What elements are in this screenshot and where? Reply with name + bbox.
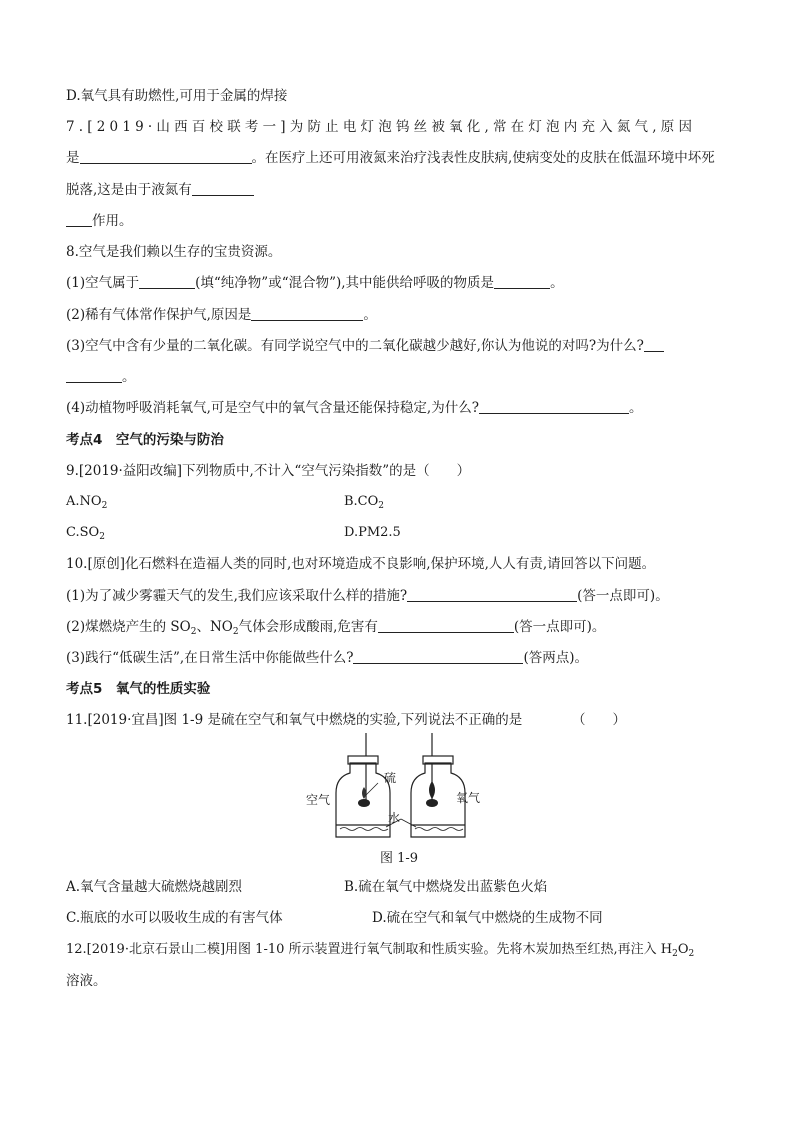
q7-blank-2[interactable] — [192, 181, 254, 196]
q8-blank-1[interactable] — [139, 274, 195, 289]
q11-option-b: B.硫在氧气中燃烧发出蓝紫色火焰 — [344, 879, 548, 895]
q7-blank-3[interactable] — [66, 212, 92, 227]
q10-blank-2[interactable] — [378, 618, 514, 633]
label-oxygen: 氧气 — [456, 791, 481, 805]
q9-stem: 9.[2019·益阳改编]下列物质中,不计入“空气污染指数”的是（ ） — [66, 463, 471, 479]
q9-option-a: $A.NO_2$ — [66, 494, 108, 511]
q10-part3: (3)践行“低碳生活”,在日常生活中你能做些什么? (答两点)。 — [66, 650, 589, 666]
q7-line3: 脱落,这是由于液氮有 — [66, 181, 254, 199]
q8-part3: (3)空气中含有少量的二氧化碳。有同学说空气中的二氧化碳越少越好,你认为他说的对吗?为什么? — [66, 337, 664, 355]
q11-answer-paren: （ ） — [572, 712, 626, 728]
q9-option-b: $B.CO_2$ — [344, 494, 385, 511]
q11-option-c: C.瓶底的水可以吸收生成的有害气体 — [66, 910, 283, 926]
q11-stem: 11.[2019·宜昌]图 1-9 是硫在空气和氧气中燃烧的实验,下列说法不正确的是 — [66, 712, 523, 728]
q10-blank-3[interactable] — [353, 649, 523, 664]
figure-caption: 图 1-9 — [380, 851, 419, 866]
q8-blank-4[interactable] — [644, 337, 664, 352]
q9-option-c: $C.SO_2$ — [66, 525, 105, 542]
label-sulfur: 硫 — [384, 771, 397, 785]
q10-part2: (2)煤燃烧产生的 $SO_2$、$NO_2$气体会形成酸雨,危害有 (答一点即可)。 — [66, 619, 606, 637]
q7-blank-1[interactable] — [80, 149, 252, 164]
q10-part1: (1)为了减少雾霾天气的发生,我们应该采取什么样的措施? (答一点即可)。 — [66, 588, 669, 604]
section-heading-kp4: 考点4 空气的污染与防治 — [66, 432, 224, 448]
q10-stem: 10.[原创]化石燃料在造福人类的同时,也对环境造成不良影响,保护环境,人人有责,请回答以下问题。 — [66, 556, 656, 572]
q8-blank-5[interactable] — [66, 368, 122, 383]
q8-blank-3[interactable] — [251, 306, 363, 321]
q11-option-a: A.氧气含量越大硫燃烧越剧烈 — [66, 879, 243, 895]
q7-line2: 是 。在医疗上还可用液氮来治疗浅表性皮肤病,使病变处的皮肤在低温环境中坏死 — [66, 150, 715, 166]
q11-option-d: D.硫在空气和氧气中燃烧的生成物不同 — [372, 910, 603, 926]
label-air: 空气 — [306, 793, 331, 807]
q9-option-d: D.PM2.5 — [344, 525, 401, 540]
q8-part2: (2)稀有气体常作保护气,原因是 。 — [66, 307, 377, 323]
q10-blank-1[interactable] — [407, 587, 577, 602]
q6-option-d: D.氧气具有助燃性,可用于金属的焊接 — [66, 88, 288, 104]
q8-part3-cont: 。 — [66, 368, 136, 386]
q8-blank-2[interactable] — [494, 274, 550, 289]
label-water: 水 — [388, 811, 401, 825]
q7-line4: 作用。 — [66, 212, 133, 230]
q8-part4: (4)动植物呼吸消耗氧气,可是空气中的氧气含量还能保持稳定,为什么? 。 — [66, 400, 643, 416]
q8-part1: (1)空气属于 (填“纯净物”或“混合物”),其中能供给呼吸的物质是 。 — [66, 275, 564, 291]
q8-blank-6[interactable] — [479, 399, 629, 414]
q12-line1: 12.[2019·北京石景山二模]用图 1-10 所示装置进行氧气制取和性质实验。先将木炭加热至红热,再注入 $H_2O_2$ — [66, 942, 695, 959]
q8-stem: 8.空气是我们赖以生存的宝贵资源。 — [66, 244, 282, 260]
q7-line1: 7.[2019·山西百校联考一]为防止电灯泡钨丝被氧化,常在灯泡内充入氮气,原因 — [66, 119, 697, 135]
section-heading-kp5: 考点5 氧气的性质实验 — [66, 681, 211, 697]
figure-1-9 — [306, 733, 496, 845]
q12-line2: 溶液。 — [66, 973, 107, 989]
